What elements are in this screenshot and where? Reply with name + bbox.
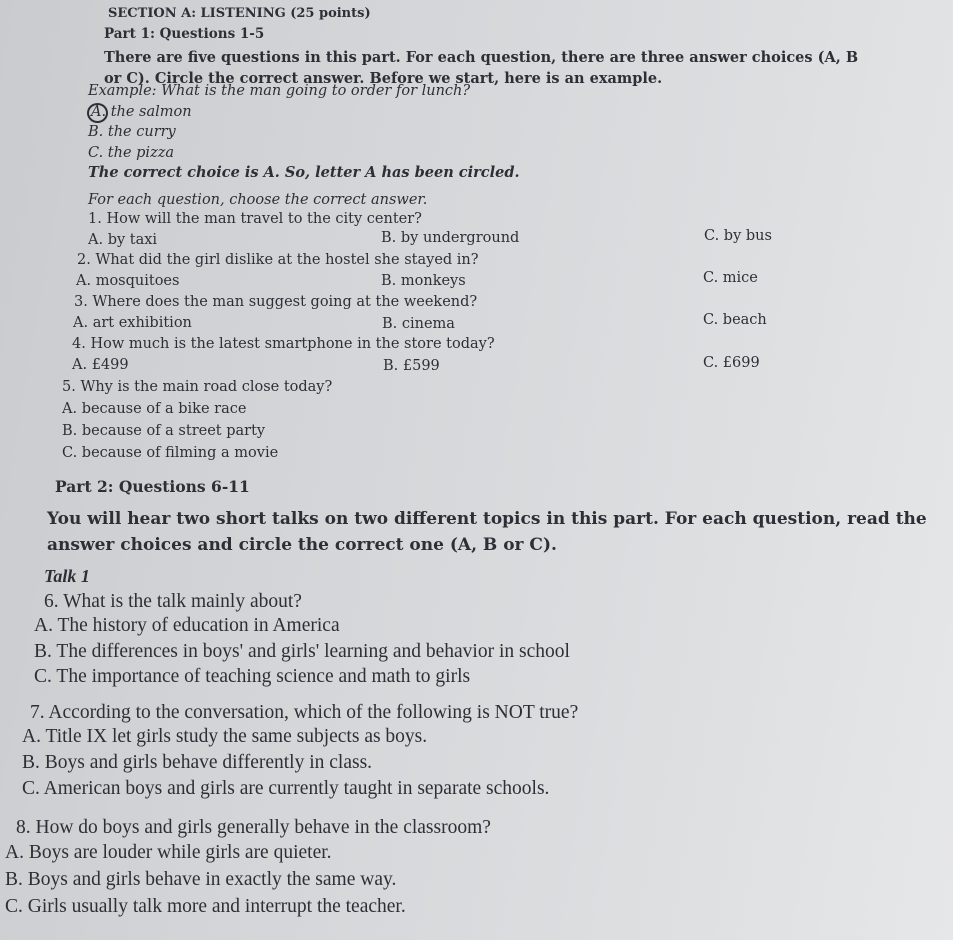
q8-option-a: A. Boys are louder while girls are quieter. bbox=[5, 842, 332, 863]
q3-option-b: B. cinema bbox=[382, 316, 455, 332]
question-4: 4. How much is the latest smartphone in the store today? bbox=[72, 336, 495, 352]
question-2: 2. What did the girl dislike at the hostel she stayed in? bbox=[77, 252, 479, 268]
q5-option-b: B. because of a street party bbox=[62, 423, 266, 439]
q6-option-c: C. The importance of teaching science and math to girls bbox=[34, 666, 471, 687]
talk-title: Talk 1 bbox=[44, 566, 90, 586]
q7-option-c: C. American boys and girls are currently taught in separate schools. bbox=[22, 778, 550, 799]
q2-option-c: C. mice bbox=[703, 270, 758, 286]
example-option-a: A. the salmon bbox=[91, 104, 192, 120]
q6-option-a: A. The history of education in America bbox=[34, 615, 340, 636]
q2-option-b: B. monkeys bbox=[381, 273, 466, 289]
part2-instructions-line2: answer choices and circle the correct one (A, B or C). bbox=[47, 535, 557, 555]
q6-option-b: B. The differences in boys' and girls' learning and behavior in school bbox=[34, 641, 570, 662]
example-note: The correct choice is A. So, letter A has been circled. bbox=[88, 164, 520, 181]
q2-option-a: A. mosquitoes bbox=[76, 273, 180, 289]
question-1: 1. How will the man travel to the city center? bbox=[88, 211, 422, 227]
part1-instructions-line2: or C). Circle the correct answer. Before we start, here is an example. bbox=[104, 70, 663, 87]
part2-title: Part 2: Questions 6-11 bbox=[55, 477, 250, 496]
question-7: 7. According to the conversation, which of the following is NOT true? bbox=[30, 702, 579, 723]
q4-option-b: B. £599 bbox=[383, 358, 440, 374]
part1-instructions-line1: There are five questions in this part. For each question, there are three answer choices (A, B bbox=[104, 49, 859, 66]
q3-option-a: A. art exhibition bbox=[73, 315, 192, 331]
question-3: 3. Where does the man suggest going at the weekend? bbox=[74, 294, 478, 310]
section-title: SECTION A: LISTENING (25 points) bbox=[108, 6, 371, 21]
example-option-c: C. the pizza bbox=[88, 145, 174, 161]
q1-option-a: A. by taxi bbox=[88, 232, 158, 248]
q7-option-b: B. Boys and girls behave differently in class. bbox=[22, 752, 373, 773]
q8-option-b: B. Boys and girls behave in exactly the same way. bbox=[5, 869, 397, 890]
part1-title: Part 1: Questions 1-5 bbox=[104, 26, 265, 42]
question-5: 5. Why is the main road close today? bbox=[62, 379, 333, 395]
question-6: 6. What is the talk mainly about? bbox=[44, 591, 302, 612]
q4-option-c: C. £699 bbox=[703, 355, 760, 371]
example-question: Example: What is the man going to order for lunch? bbox=[88, 83, 471, 99]
q1-option-c: C. by bus bbox=[704, 228, 772, 244]
q7-option-a: A. Title IX let girls study the same subjects as boys. bbox=[22, 726, 428, 747]
example-option-b: B. the curry bbox=[88, 124, 176, 140]
q1-option-b: B. by underground bbox=[381, 230, 520, 246]
q5-option-c: C. because of filming a movie bbox=[62, 445, 279, 461]
q4-option-a: A. £499 bbox=[72, 357, 129, 373]
q8-option-c: C. Girls usually talk more and interrupt the teacher. bbox=[5, 896, 406, 917]
question-8: 8. How do boys and girls generally behave in the classroom? bbox=[16, 817, 491, 838]
q3-option-c: C. beach bbox=[703, 312, 767, 328]
part1-prompt: For each question, choose the correct answer. bbox=[88, 192, 428, 208]
q5-option-a: A. because of a bike race bbox=[62, 401, 247, 417]
part2-instructions-line1: You will hear two short talks on two different topics in this part. For each question, read the bbox=[47, 509, 927, 529]
